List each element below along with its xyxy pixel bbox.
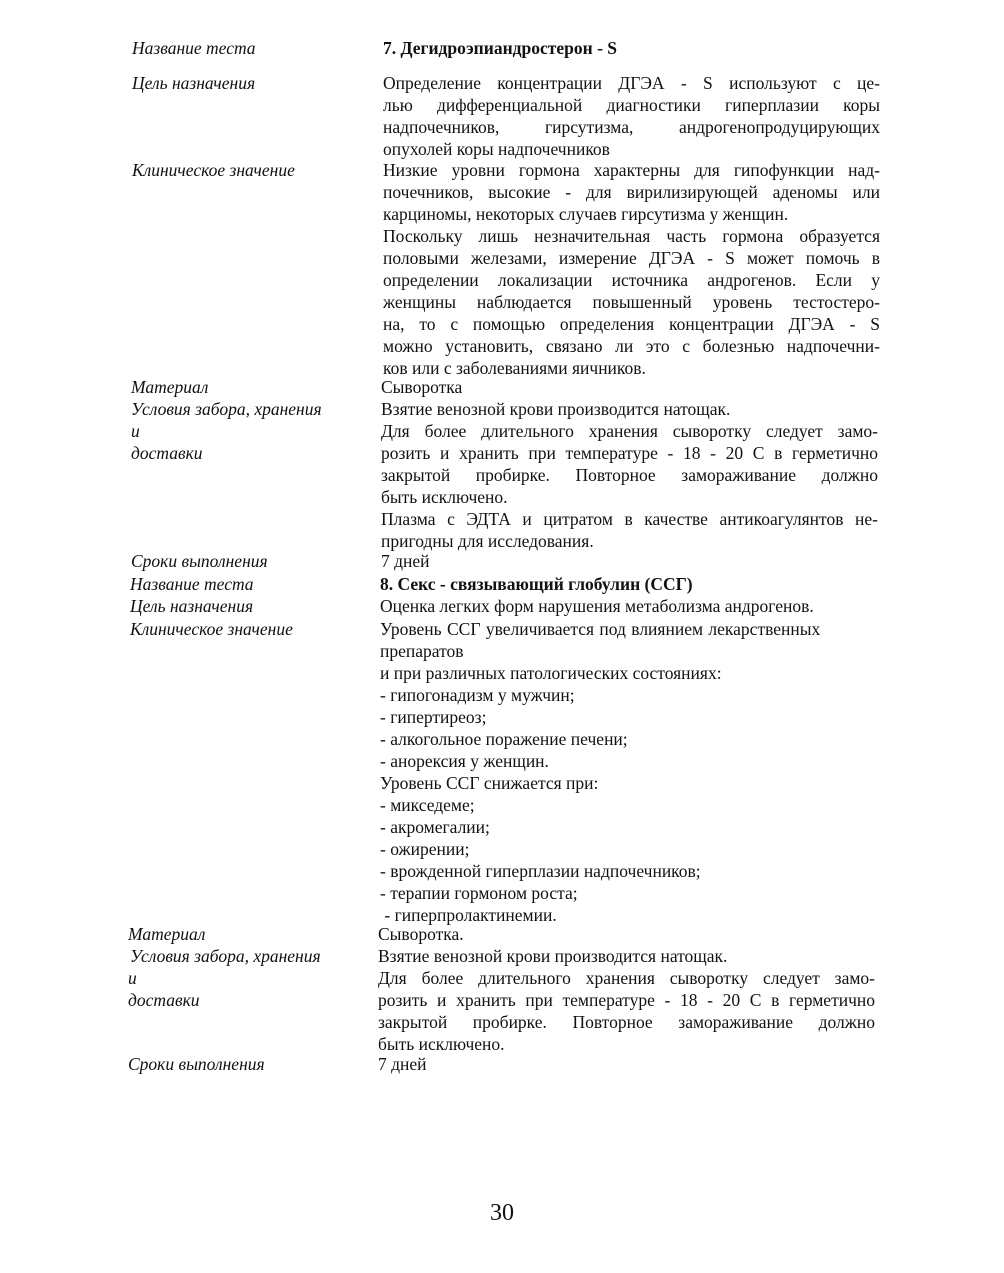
s7-purpose-text: Определение концентрации ДГЭА - S используют с це- лью дифференциальной диагностики гиперплазии коры надпочечников, гирсутизма, андрогенопродуцирующих опухолей коры надпочечников <box>383 73 880 159</box>
s8-terms-label: Сроки выполнения <box>128 1054 265 1074</box>
s7-conditions-text: Взятие венозной крови производится натощак. Для более длительного хранения сыворотку следует замо- розить и хранить при температуре - 18 - 20 С в герметично закрытой пробирке. Повторное замораживание должно быть исключено. Плазма с ЭДТА и цитратом в качестве антикоагулянтов не- пригодны для исследования. <box>381 399 878 551</box>
s8-terms-value: 7 дней <box>378 1054 427 1074</box>
s7-material-value: Сыворотка <box>381 377 463 397</box>
s8-conditions-text: Взятие венозной крови производится натощак. Для более длительного хранения сыворотку следует замо- розить и хранить при температуре - 18 - 20 С в герметично закрытой пробирке. Повторное замораживание должно быть исключено. <box>378 946 875 1054</box>
s7-conditions-label: Условия забора, хранения и доставки <box>131 399 322 463</box>
s8-clinical-text: Уровень ССГ увеличивается под влиянием лекарственных препаратов и при различных патологических состояниях: - гипогонадизм у мужчин; - гипертиреоз; - алкогольное поражение печени; - анорексия у женщин. Уровень ССГ снижается при: - микседеме; - акромегалии; - ожирении; - врожденной гиперплазии надпочечников; - терапии гормоном роста; - гиперпролактинемии. <box>380 619 821 925</box>
s8-clinical-label: Клиническое значение <box>130 619 293 639</box>
s7-terms-value: 7 дней <box>381 551 430 571</box>
s7-clinical-label: Клиническое значение <box>132 160 295 180</box>
s8-test-name-value: 8. Секс - связывающий глобулин (ССГ) <box>380 574 693 594</box>
s7-clinical-text: Низкие уровни гормона характерны для гипофункции над- почечников, высокие - для вирилизирующей аденомы или карциномы, некоторых случаев гирсутизма у женщин. Поскольку лишь незначительная часть гормона образуется половыми железами, измерение ДГЭА - S может помочь в определении локализации источника андрогенов. Если у женщины наблюдается повышенный уровень тестостеро- на, то с помощью определения концентрации ДГЭА - S можно установить, связано ли это с болезнью надпочечни- ков или с заболеваниями яичников. <box>383 160 880 378</box>
s7-terms-label: Сроки выполнения <box>131 551 268 571</box>
s8-material-label: Материал <box>128 924 206 944</box>
s8-material-value: Сыворотка. <box>378 924 464 944</box>
page-number: 30 <box>490 1200 514 1226</box>
s7-material-label: Материал <box>131 377 209 397</box>
s8-purpose-value: Оценка легких форм нарушения метаболизма андрогенов. <box>380 596 814 616</box>
s7-test-name-value: 7. Дегидроэпиандростерон - S <box>383 38 618 58</box>
s8-conditions-label: Условия забора, хранения и доставки <box>128 946 321 1010</box>
s7-test-name-label: Название теста <box>132 38 256 58</box>
s8-purpose-label: Цель назначения <box>130 596 254 616</box>
s8-test-name-label: Название теста <box>130 574 254 594</box>
s7-purpose-label: Цель назначения <box>132 73 256 93</box>
